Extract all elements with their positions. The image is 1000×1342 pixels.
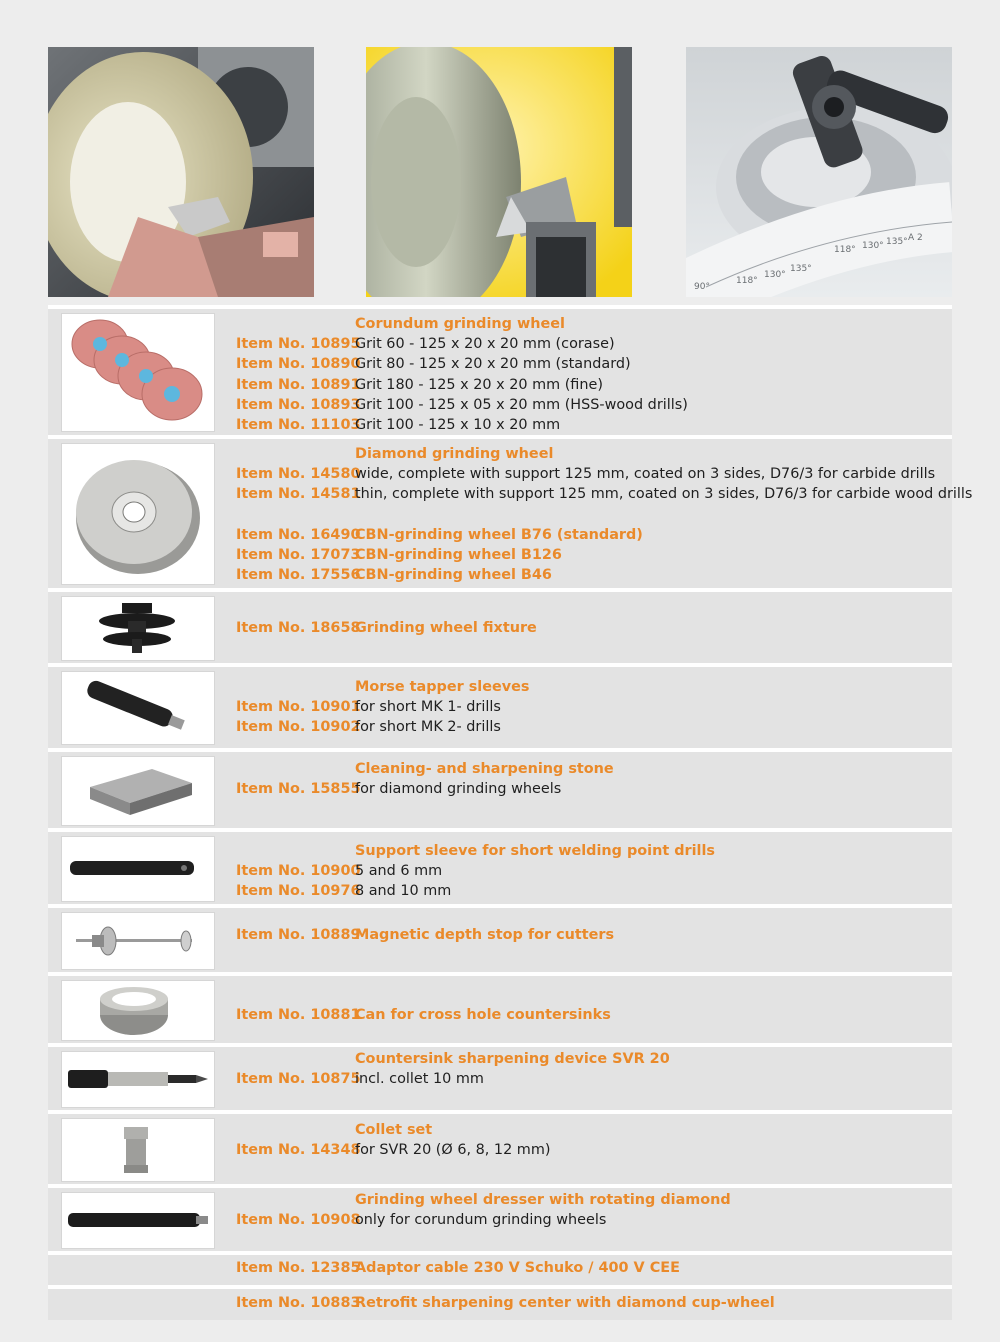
accessory-title: Grinding wheel dresser with rotating diamond (355, 1192, 731, 1208)
item-desc: only for corundum grinding wheels (355, 1212, 607, 1229)
item-desc: CBN-grinding wheel B76 (standard) (355, 526, 643, 543)
item-number: Item No. 10883 (236, 1295, 361, 1311)
item-desc: Grit 180 - 125 x 20 x 20 mm (fine) (355, 376, 603, 393)
item-line (236, 354, 946, 374)
photo-angle-dial (686, 47, 952, 297)
accessory-row (48, 748, 952, 828)
item-line (236, 375, 946, 395)
item-number: Item No. 11103 (236, 417, 361, 434)
item-desc: CBN-grinding wheel B126 (355, 547, 562, 563)
thumb-wheel-dresser (62, 1193, 214, 1248)
accessory-title: Corundum grinding wheel (355, 316, 565, 332)
item-line (236, 1069, 946, 1089)
thumb-diamond-wheel (62, 444, 214, 584)
dial-label: 130° (862, 241, 884, 251)
thumb-svr20-device (62, 1052, 214, 1107)
item-desc: Grit 80 - 125 x 20 x 20 mm (standard) (355, 356, 631, 373)
item-number: Item No. 14348 (236, 1142, 361, 1159)
accessory-row (48, 1251, 952, 1285)
item-number: Item No. 10908 (236, 1212, 361, 1229)
item-desc: 5 and 6 mm (355, 863, 443, 880)
item-line (236, 697, 946, 717)
item-number: Item No. 10895 (236, 336, 361, 353)
item-number: Item No. 17556 (236, 567, 361, 584)
item-line (236, 925, 946, 945)
item-line (236, 1140, 946, 1160)
item-line (236, 779, 946, 799)
accessory-row (48, 904, 952, 972)
thumb-depth-stop (62, 913, 214, 969)
photo-corundum-wheel (48, 47, 314, 297)
accessory-row (48, 663, 952, 748)
item-number: Item No. 17073 (236, 547, 361, 563)
item-line (236, 1258, 946, 1278)
photo-diamond-wheel (366, 47, 632, 297)
item-line (236, 545, 946, 565)
item-line (236, 464, 946, 484)
item-desc: for short MK 1- drills (355, 699, 501, 716)
item-desc: 8 and 10 mm (355, 883, 452, 900)
item-desc: incl. collet 10 mm (355, 1071, 484, 1088)
accessory-title: Cleaning- and sharpening stone (355, 761, 614, 777)
item-line (236, 525, 946, 545)
item-line (236, 618, 946, 638)
dial-label: 118° (834, 245, 856, 255)
item-desc: Magnetic depth stop for cutters (355, 927, 615, 943)
accessory-row (48, 1285, 952, 1320)
item-number: Item No. 10893 (236, 396, 361, 413)
item-number: Item No. 12385 (236, 1260, 361, 1276)
thumb-collet-set (62, 1119, 214, 1181)
item-number: Item No. 14580 (236, 466, 361, 483)
item-number: Item No. 15855 (236, 781, 361, 798)
item-line (236, 415, 946, 435)
item-desc: thin, complete with support 125 mm, coated on 3 sides, D76/3 for carbide wood drills (355, 486, 973, 503)
dial-label: 135° (790, 264, 812, 274)
accessory-title: Countersink sharpening device SVR 20 (355, 1051, 670, 1067)
item-desc: Adaptor cable 230 V Schuko / 400 V CEE (355, 1260, 680, 1276)
item-desc: Retrofit sharpening center with diamond cup-wheel (355, 1295, 775, 1311)
accessory-title: Support sleeve for short welding point drills (355, 843, 715, 859)
item-number: Item No. 10976 (236, 883, 361, 900)
item-number: Item No. 18658 (236, 620, 361, 636)
item-line (236, 395, 946, 415)
item-number: Item No. 10890 (236, 356, 361, 373)
dial-label: A 2 (908, 233, 923, 243)
item-line (236, 1293, 946, 1313)
item-desc: CBN-grinding wheel B46 (355, 567, 552, 584)
item-number: Item No. 10891 (236, 376, 361, 393)
dial-label: 135° (886, 237, 908, 247)
item-line (236, 881, 946, 901)
item-desc: for diamond grinding wheels (355, 781, 562, 798)
thumb-support-sleeve (62, 837, 214, 901)
item-number: Item No. 10875 (236, 1071, 361, 1088)
item-line (236, 334, 946, 354)
accessory-title: Diamond grinding wheel (355, 446, 554, 462)
item-number: Item No. 10902 (236, 719, 361, 736)
thumb-corundum-wheels (62, 314, 214, 431)
accessory-title: Morse tapper sleeves (355, 679, 530, 695)
item-desc: for SVR 20 (Ø 6, 8, 12 mm) (355, 1142, 551, 1159)
item-line (236, 1005, 946, 1025)
item-line (236, 484, 973, 504)
item-desc: Grit 60 - 125 x 20 x 20 mm (corase) (355, 336, 615, 353)
accessory-row (48, 435, 973, 588)
thumb-wheel-fixture (62, 597, 214, 660)
dial-label: 130° (764, 270, 786, 280)
thumb-countersink-can (62, 981, 214, 1040)
dial-label: 118° (736, 276, 758, 286)
thumb-sharpening-stone (62, 757, 214, 825)
accessory-row (48, 972, 952, 1043)
accessory-row (48, 588, 952, 663)
item-line (236, 1210, 946, 1230)
item-desc: Grinding wheel fixture (355, 620, 537, 636)
accessory-title: Collet set (355, 1122, 433, 1138)
item-number: Item No. 14581 (236, 486, 361, 503)
accessory-row (48, 305, 952, 435)
accessory-row (48, 828, 952, 904)
item-number: Item No. 16490 (236, 526, 361, 543)
item-number: Item No. 10889 (236, 927, 361, 943)
item-desc: wide, complete with support 125 mm, coated on 3 sides, D76/3 for carbide drills (355, 466, 936, 483)
item-desc: for short MK 2- drills (355, 719, 501, 736)
accessory-row (48, 1043, 952, 1110)
accessory-row (48, 1110, 952, 1184)
dial-label: 90° (694, 282, 710, 292)
item-desc: Grit 100 - 125 x 10 x 20 mm (355, 417, 561, 434)
accessory-row (48, 1184, 952, 1251)
item-number: Item No. 10900 (236, 863, 361, 880)
item-desc: Can for cross hole countersinks (355, 1007, 611, 1023)
item-number: Item No. 10901 (236, 699, 361, 716)
item-desc: Grit 100 - 125 x 05 x 20 mm (HSS-wood drills) (355, 396, 688, 413)
item-number: Item No. 10881 (236, 1007, 361, 1023)
item-line (236, 861, 946, 881)
thumb-morse-sleeve (62, 672, 214, 744)
item-line (236, 717, 946, 737)
item-line (236, 565, 946, 585)
